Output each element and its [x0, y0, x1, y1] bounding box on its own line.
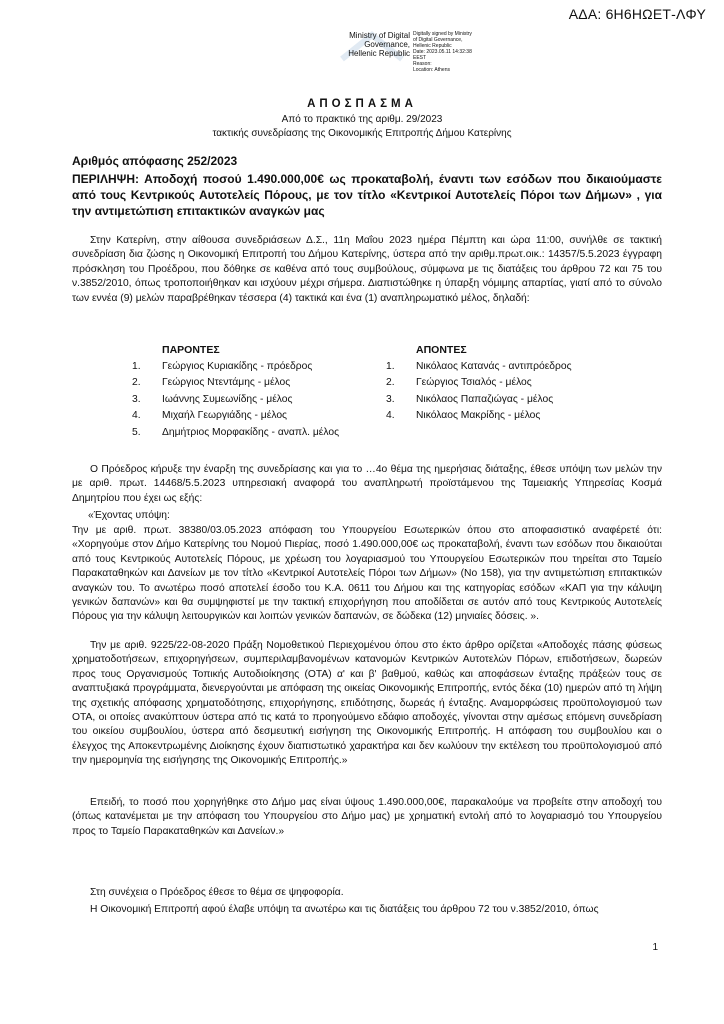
- list-item: [386, 408, 626, 425]
- legislative-act-paragraph: Την με αριθ. 9225/22-08-2020 Πράξη Νομοθετικού Περιεχομένου όπου στο έκτο άρθρο ορίζεται «Αποδοχές πάσης φύσεως χρηματοδοτήσεων, επιχορηγήσεων, συμπεριλαμβανομένων κατανομών Κεντρικών Αυτοτελών Πόρων, επιδοτήσεων, δωρεών προς τους Οργανισμούς Τοπικής Αυτοδιοίκησης (ΟΤΑ) α' και β' βαθμού, καθώς και αποφάσεων ένταξης πράξεών τους σε αναπτυξιακά προγράμματα, διενεργούνται με απόφαση της οικείας Οικονομικής Επιτροπής, εντός δέκα (10) ημερών από τη λήψη της σχετικής απόφασης χρηματοδότησης, επιχορήγησης, επιδότησης, δωρεάς ή ένταξης. Αναμορφώσεις προϋπολογισμού των ΟΤΑ, οι οποίες ανακύπτουν ύστερα από τις κατά το προηγούμενο εδάφιο αποδοχές, γίνονται στην αμέσως επόμενη συνεδρίαση του οικείου συμβουλίου, ύστερα από δεσμευτική εισήγηση της Οικονομικής Επιτροπής. Η απόφαση του συμβουλίου και ο έλεγχος της Αποκεντρωμένης Διοίκησης έχουν διαπιστωτικό χαρακτήρα και δεν κωλύουν την εκτέλεση του προϋπολογισμού από την ημερομηνία της εισήγησης της Οικονομικής Επιτροπής.»: [72, 640, 662, 767]
- signature-issuer: [340, 31, 410, 58]
- member-name: Γεώργιος Κυριακίδης - πρόεδρος: [162, 360, 313, 372]
- list-item: [132, 425, 372, 442]
- member-name: Γεώργιος Τσιαλός - μέλος: [416, 377, 532, 388]
- item-number: 1.: [386, 360, 395, 372]
- chairman-paragraph: Ο Πρόεδρος κήρυξε την έναρξη της συνεδρίασης και για το …4ο θέμα της ημερήσιας διάταξης, έθεσε υπόψη των μελών την με αριθ. πρωτ. 14468/5.5.2023 υπηρεσιακή αναφορά του αναπληρωτή προϊστάμενου της Ταμειακής Υπηρεσίας Κοσμά Δημητρίου που έχει ως εξής:: [72, 464, 662, 504]
- signature-detail-line: Digitally signed by Ministry: [413, 31, 472, 37]
- item-number: 5.: [132, 426, 141, 438]
- member-name: Νικόλαος Κατανάς - αντιπρόεδρος: [416, 360, 572, 372]
- present-members-list: [132, 342, 372, 441]
- member-name: Ιωάννης Συμεωνίδης - μέλος: [162, 393, 293, 405]
- signature-detail-line: Date: 2023.05.11 14:32:38: [413, 49, 472, 55]
- signature-detail-line: Hellenic Republic: [413, 43, 452, 49]
- decision-number: Αριθμός απόφασης 252/2023: [72, 154, 238, 168]
- document-title: ΑΠΟΣΠΑΣΜΑ: [307, 98, 417, 110]
- absent-title: ΑΠΟΝΤΕΣ: [416, 344, 467, 356]
- ada-code: ΑΔΑ: 6Η6ΗΩΕΤ-ΛΦΥ: [568, 6, 706, 22]
- item-number: 2.: [386, 377, 395, 388]
- list-item: [132, 359, 372, 376]
- session-description: τακτικής συνεδρίασης της Οικονομικής Επιτροπής Δήμου Κατερίνης: [212, 128, 512, 139]
- list-item: [386, 359, 626, 376]
- signature-issuer-line: Ministry of Digital: [349, 31, 410, 40]
- absent-members-list: [386, 342, 626, 425]
- signature-detail-line: EEST: [413, 55, 427, 61]
- item-number: 3.: [132, 393, 141, 405]
- member-name: Νικόλαος Παπαζιώγας - μέλος: [416, 393, 554, 405]
- signature-issuer-line: Hellenic Republic: [348, 49, 410, 58]
- list-item: [132, 392, 372, 409]
- committee-paragraph: Η Οικονομική Επιτροπή αφού έλαβε υπόψη τα ανωτέρω και τις διατάξεις του άρθρου 72 του ν.3852/2010, όπως: [90, 904, 599, 915]
- page-number: 1: [652, 942, 658, 953]
- considering-line: «Έχοντας υπόψη:: [88, 510, 170, 521]
- list-item: [386, 375, 626, 392]
- signature-issuer-line: Governance,: [364, 40, 410, 49]
- signature-detail-line: Location: Athens: [413, 67, 450, 73]
- signature-detail-line: Reason:: [413, 61, 432, 67]
- intro-paragraph: Στην Κατερίνη, στην αίθουσα συνεδριάσεων Δ.Σ., 11η Μαΐου 2023 ημέρα Πέμπτη και ώρα 11:00, συνήλθε σε τακτική συνεδρίαση δια ζώσης η Οικονομική Επιτροπή του Δήμου Κατερίνης, ύστερα από την αριθμ.πρωτ.οικ.: 14357/5.5.2023 έγγραφη πρόσκληση του Προέδρου, που δόθηκε σε καθένα από τους συμβούλους, σύμφωνα με τις διατάξεις του άρθρου 72 και 75 του ν.3852/2010, όπως τροποποιήθηκαν και ισχύουν μέχρι σήμερα. Διαπιστώθηκε η ύπαρξη νόμιμης απαρτίας, γιατί από το σύνολο των εννέα (9) μελών παραβρέθηκαν τέσσερα (4) τακτικά και ένα (1) αναπληρωματικό μέλος, δηλαδή:: [72, 235, 662, 304]
- item-number: 3.: [386, 393, 395, 405]
- member-name: Μιχαήλ Γεωργιάδης - μέλος: [162, 410, 288, 421]
- signature-details: [413, 31, 523, 73]
- list-item: [132, 375, 372, 392]
- member-name: Δημήτριος Μορφακίδης - αναπλ. μέλος: [162, 426, 340, 438]
- item-number: 4.: [386, 410, 395, 421]
- minutes-reference: Από το πρακτικό της αριθμ. 29/2023: [281, 114, 443, 125]
- signature-detail-line: of Digital Governance,: [413, 37, 463, 43]
- request-paragraph: Επειδή, το ποσό που χορηγήθηκε στο Δήμο μας είναι ύψους 1.490.000,00€, παρακαλούμε να προβείτε στην αποδοχή του (όπως κατανέμεται με την απόφαση του Υπουργείου στο Δήμο μας) με χρηματική εντολή από το λογαριασμό του Υπουργείου προς το Ταμείο Παρακαταθηκών και Δανείων.»: [72, 797, 662, 837]
- member-name: Γεώργιος Ντεντάμης - μέλος: [162, 377, 291, 388]
- item-number: 2.: [132, 377, 141, 388]
- present-title: ΠΑΡΟΝΤΕΣ: [162, 344, 220, 356]
- item-number: 4.: [132, 410, 141, 421]
- ministry-decision-paragraph: Την με αριθ. πρωτ. 38380/03.05.2023 απόφαση του Υπουργείου Εσωτερικών όπου στο αποφασιστικό αναφέρετέ ότι: «Χορηγούμε στον Δήμο Κατερίνης του Νομού Πιερίας, ποσό 1.490.000,00€ ως προκαταβολή, έναντι των εσόδων που δικαιούται από τους Κεντρικούς Αυτοτελείς Πόρους, με χρέωση του λογαριασμού του Υπουργείου Εσωτερικών που τηρείται στο Ταμείο Παρακαταθηκών και Δανείων με τον τίτλο «Κεντρικοί Αυτοτελείς Πόροι των Δήμων» (Νο 158), για την αντιμετώπιση επιτακτικών αναγκών του. Το ανωτέρω ποσό αποτελεί έσοδο του Κ.Α. 0611 του Δήμου και της κατηγορίας εσόδων «ΚΑΠ για την κάλυψη γενικών δαπανών» και θα συμψηφιστεί με την τακτική επιχορήγηση που αποδίδεται σε αυτόν από τους Κεντρικούς Αυτοτελείς Πόρους για την κάλυψη λειτουργικών και λοιπών γενικών δαπανών, σε δώδεκα (12) μηνιαίες δόσεις. ».: [72, 525, 662, 623]
- member-name: Νικόλαος Μακρίδης - μέλος: [416, 410, 541, 421]
- voting-paragraph: Στη συνέχεια ο Πρόεδρος έθεσε το θέμα σε ψηφοφορία.: [90, 887, 344, 898]
- list-item: [386, 392, 626, 409]
- item-number: 1.: [132, 360, 141, 372]
- list-item: [132, 408, 372, 425]
- decision-summary: ΠΕΡΙΛΗΨΗ: Αποδοχή ποσού 1.490.000,00€ ως προκαταβολή, έναντι των εσόδων που δικαιούμαστε από τους Κεντρικούς Αυτοτελείς Πόρους, με τον τίτλο «Κεντρικοί Αυτοτελείς Πόροι των Δήμων» , για την αντιμετώπιση επιτακτικών αναγκών μας: [72, 172, 662, 218]
